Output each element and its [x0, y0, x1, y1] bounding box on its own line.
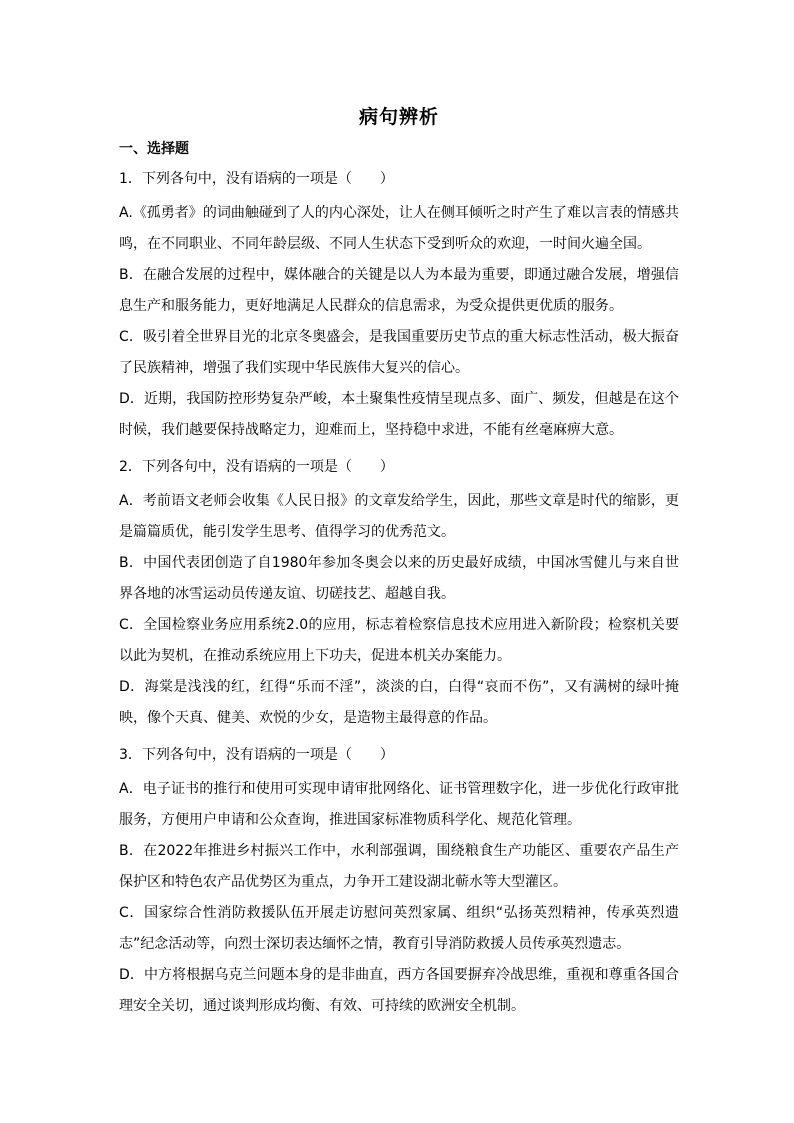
option-a: A．考前语文老师会收集《人民日报》的文章发给学生，因此，那些文章是时代的缩影，更是篇篇质优，能引发学生思考、值得学习的优秀范文。: [119, 493, 679, 540]
spacer: [119, 734, 679, 744]
question-2: [119, 456, 679, 734]
option-d: D．中方将根据乌克兰问题本身的是非曲直，西方各国要摒弃冷战思维，重视和尊重各国合理安全关切，通过谈判形成均衡、有效、可持续的欧洲安全机制。: [119, 967, 679, 1014]
spacer: [119, 446, 679, 456]
document-title: 病句辨析: [358, 106, 439, 128]
option-c: C．国家综合性消防救援队伍开展走访慰问英烈家属、组织“弘扬英烈精神，传承英烈遗志”纪念活动等，向烈士深切表达缅怀之情，教育引导消防救援人员传承英烈遗志。: [119, 905, 679, 952]
option-c: C．吸引着全世界目光的北京冬奥盛会，是我国重要历史节点的重大标志性活动，极大振奋了民族精神，增强了我们实现中华民族伟大复兴的信心。: [119, 329, 679, 376]
option-b: B．在融合发展的过程中，媒体融合的关键是以人为本最为重要，即通过融合发展，增强信息生产和服务能力，更好地满足人民群众的信息需求，为受众提供更优质的服务。: [119, 267, 679, 314]
question-stem: 3．下列各句中，没有语病的一项是（ ）: [119, 747, 394, 763]
option-b: B．中国代表团创造了自1980年参加冬奥会以来的历史最好成绩，中国冰雪健儿与来自世界各地的冰雪运动员传递友谊、切磋技艺、超越自我。: [119, 555, 679, 602]
option-d: D．近期，我国防控形势复杂严峻，本土聚集性疫情呈现点多、面广、频发，但越是在这个时候，我们越要保持战略定力，迎难而上，坚持稳中求进，不能有丝毫麻痹大意。: [119, 391, 679, 438]
section-heading: 一、选择题: [119, 141, 189, 157]
document-page: [119, 104, 679, 1022]
option-a: A.《孤勇者》的词曲触碰到了人的内心深处，让人在侧耳倾听之时产生了难以言表的情感共鸣，在不同职业、不同年龄层级、不同人生状态下受到听众的欢迎，一时间火遍全国。: [119, 205, 679, 252]
option-c: C．全国检察业务应用系统2.0的应用，标志着检察信息技术应用进入新阶段；检察机关要以此为契机，在推动系统应用上下功夫，促进本机关办案能力。: [119, 617, 679, 664]
question-1: [119, 168, 679, 446]
option-b: B．在2022年推进乡村振兴工作中，水利部强调，围绕粮食生产功能区、重要农产品生产保护区和特色农产品优势区为重点，力争开工建设湖北蕲水等大型灌区。: [119, 843, 679, 890]
option-d: D．海棠是浅浅的红，红得“乐而不淫”，淡淡的白，白得“哀而不伤”，又有满树的绿叶掩映，像个天真、健美、欢悦的少女，是造物主最得意的作品。: [119, 679, 679, 726]
question-stem: 1．下列各句中，没有语病的一项是（ ）: [119, 171, 394, 187]
option-a: A．电子证书的推行和使用可实现申请审批网络化、证书管理数字化，进一步优化行政审批服务，方便用户申请和公众查询，推进国家标准物质科学化、规范化管理。: [119, 781, 679, 828]
question-3: [119, 744, 679, 1022]
question-stem: 2．下列各句中，没有语病的一项是（ ）: [119, 459, 394, 475]
